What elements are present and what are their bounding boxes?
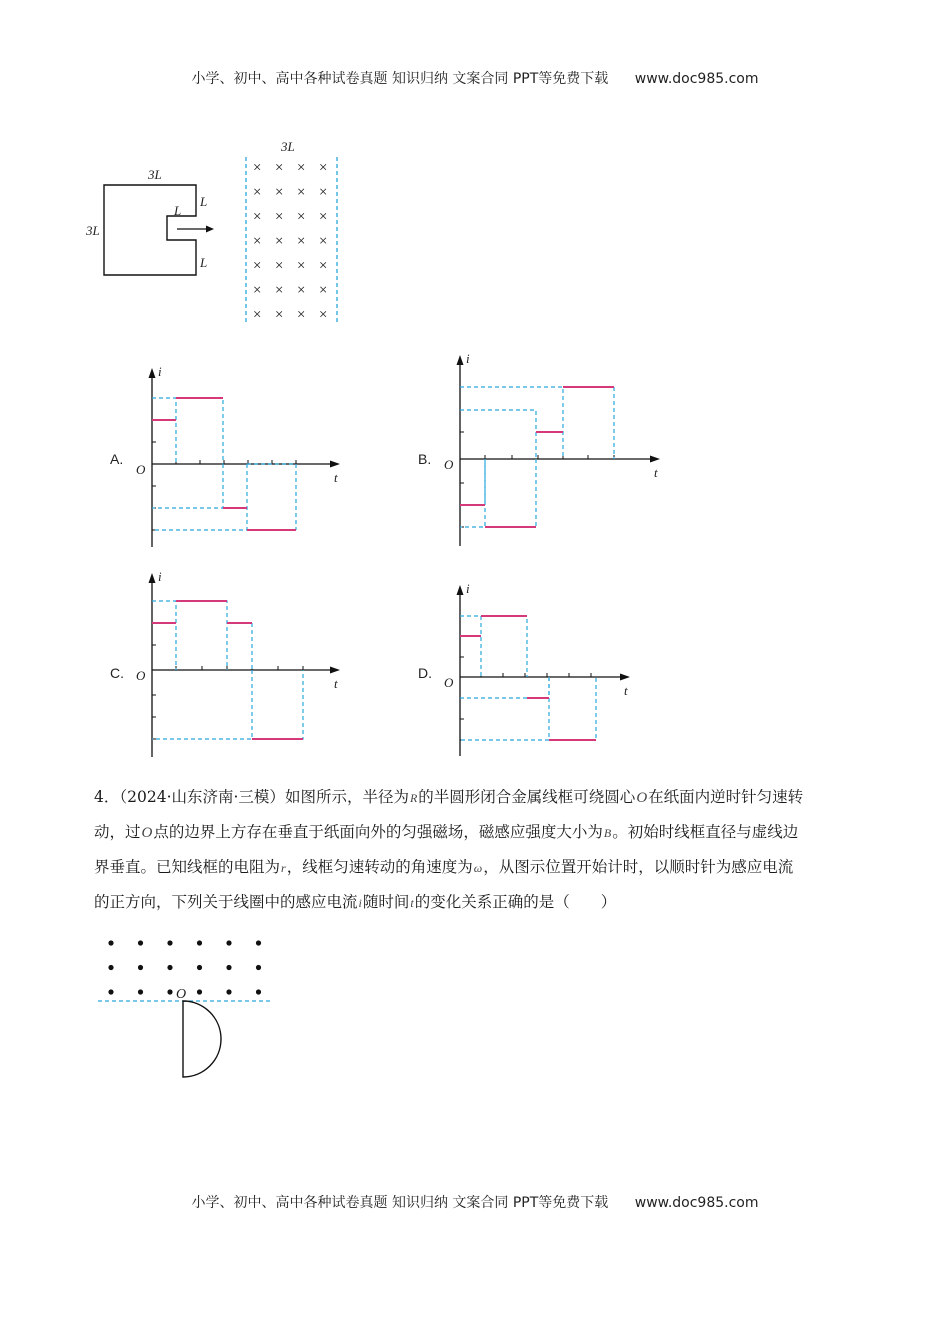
guide-line xyxy=(152,464,247,530)
x-axis-label: t xyxy=(334,470,338,485)
frame-top-label: 3L xyxy=(148,167,162,182)
notched-frame xyxy=(104,185,196,275)
y-axis-arrowhead xyxy=(457,355,464,365)
field-cross: × xyxy=(252,258,263,274)
field-dot xyxy=(167,989,172,994)
q4-text: 。初始时线框直径与虚线边 xyxy=(612,823,799,841)
footer-text: 小学、初中、高中各种试卷真题 知识归纳 文案合同 PPT等免费下载 xyxy=(191,1195,609,1211)
field-dot xyxy=(226,965,231,970)
guide-line xyxy=(460,410,536,459)
field-cross: × xyxy=(252,184,263,201)
field-cross: × xyxy=(274,282,285,299)
var-i: i xyxy=(358,896,362,910)
field-dot xyxy=(197,940,202,945)
option-a-label: A. xyxy=(110,451,124,467)
var-r: r xyxy=(281,861,286,875)
guide-line xyxy=(460,387,563,459)
guide-line xyxy=(152,398,176,464)
guide-line xyxy=(152,464,223,508)
field-cross: × xyxy=(274,160,285,176)
field-cross: × xyxy=(274,258,285,274)
field-dot xyxy=(167,965,172,970)
var-O: O xyxy=(636,790,648,806)
field-dot xyxy=(256,965,261,970)
origin-label: O xyxy=(136,462,146,477)
magnetic-field-crosses xyxy=(252,160,328,323)
lower-right-label: L xyxy=(200,255,208,270)
y-axis-arrowhead xyxy=(149,368,156,378)
x-axis-arrowhead xyxy=(330,461,340,468)
var-omega: ω xyxy=(473,861,483,875)
field-cross: × xyxy=(274,233,285,250)
notch-depth-label: L xyxy=(174,203,182,218)
frame-left-label: 3L xyxy=(86,223,100,238)
question-4-line-4 xyxy=(94,885,890,920)
field-dot xyxy=(256,940,261,945)
field-dot xyxy=(138,989,143,994)
field-cross: × xyxy=(318,282,329,299)
field-cross: × xyxy=(296,209,307,225)
field-dot xyxy=(108,965,113,970)
q4-text: 在纸面内逆时针匀速转 xyxy=(648,788,804,806)
x-axis-arrowhead xyxy=(650,456,660,463)
field-cross: × xyxy=(274,184,285,201)
guide-line xyxy=(247,464,296,530)
question-4-line-2 xyxy=(94,815,890,850)
field-dot xyxy=(108,989,113,994)
q4-text: 如图所示，半径为 xyxy=(284,788,409,806)
page-footer xyxy=(0,1192,950,1212)
guide-line xyxy=(460,677,549,740)
origin-label: O xyxy=(136,668,146,683)
field-cross: × xyxy=(318,233,329,250)
field-cross: × xyxy=(296,184,307,201)
q4-text: 的变化关系正确的是（ ） xyxy=(414,893,617,911)
field-dot xyxy=(138,965,143,970)
var-R: R xyxy=(409,791,418,805)
x-axis-arrowhead xyxy=(330,667,340,674)
question-source: （2024·山东济南·三模） xyxy=(119,788,285,806)
field-cross: × xyxy=(252,233,263,250)
option-d-graph xyxy=(438,580,648,760)
origin-label: O xyxy=(444,457,454,472)
var-t: t xyxy=(410,896,414,910)
x-axis-label: t xyxy=(654,465,658,480)
question-4 xyxy=(94,780,890,920)
q4-text: 的正方向，下列关于线圈中的感应电流 xyxy=(94,893,358,911)
header-site: www.doc985.com xyxy=(634,71,759,87)
q4-text: 动，过 xyxy=(94,823,141,841)
guide-line xyxy=(481,616,527,677)
option-a-graph xyxy=(130,360,345,555)
question-number: 4． xyxy=(94,788,120,806)
field-cross: × xyxy=(296,233,307,250)
q4-text: 界垂直。已知线框的电阻为 xyxy=(94,858,281,876)
semicircle-figure xyxy=(90,930,280,1085)
frame-field-figure xyxy=(80,135,360,330)
field-cross: × xyxy=(252,160,263,176)
guide-line xyxy=(152,670,252,739)
guide-line xyxy=(176,601,227,670)
y-axis-label: i xyxy=(158,364,162,379)
field-cross: × xyxy=(296,258,307,274)
field-dot xyxy=(108,940,113,945)
field-cross: × xyxy=(296,160,307,176)
option-d-label: D. xyxy=(418,665,432,681)
field-dot xyxy=(197,989,202,994)
field-dot xyxy=(197,965,202,970)
y-axis-label: i xyxy=(158,569,162,584)
x-axis-label: t xyxy=(624,683,628,698)
guide-line xyxy=(252,670,303,739)
field-cross: × xyxy=(274,307,285,323)
option-b-label: B. xyxy=(418,451,432,467)
field-cross: × xyxy=(318,209,329,225)
field-cross: × xyxy=(252,307,263,323)
field-cross: × xyxy=(318,258,329,274)
field-cross: × xyxy=(318,307,329,323)
q4-text: 点的边界上方存在垂直于纸面向外的匀强磁场，磁感应强度大小为 xyxy=(153,823,603,841)
x-axis-arrowhead xyxy=(620,674,630,681)
velocity-arrowhead xyxy=(206,226,214,233)
guide-line xyxy=(460,459,485,527)
field-dot xyxy=(226,940,231,945)
y-axis-label: i xyxy=(466,581,470,596)
option-c-graph xyxy=(130,565,350,765)
question-4-line-1 xyxy=(94,780,890,815)
field-width-label: 3L xyxy=(281,139,295,154)
center-label-O: O xyxy=(176,987,187,1002)
q4-text: 随时间 xyxy=(362,893,410,911)
guide-line xyxy=(460,616,481,677)
q4-text: 的半圆形闭合金属线框可绕圆心 xyxy=(418,788,636,806)
x-axis-label: t xyxy=(334,676,338,691)
y-axis-arrowhead xyxy=(149,573,156,583)
option-b-graph xyxy=(438,350,668,555)
guide-line xyxy=(152,601,176,670)
upper-right-label: L xyxy=(200,194,208,209)
field-cross: × xyxy=(252,209,263,225)
field-dot xyxy=(138,940,143,945)
guide-line xyxy=(460,459,485,505)
field-dot xyxy=(167,940,172,945)
y-axis-arrowhead xyxy=(457,585,464,595)
origin-label: O xyxy=(444,675,454,690)
header-text: 小学、初中、高中各种试卷真题 知识归纳 文案合同 PPT等免费下载 xyxy=(191,71,609,87)
field-cross: × xyxy=(296,307,307,323)
q4-text: ，从图示位置开始计时，以顺时针为感应电流 xyxy=(483,858,794,876)
field-cross: × xyxy=(274,209,285,225)
page-header xyxy=(0,68,950,88)
semicircle-frame xyxy=(183,1001,221,1077)
field-dot xyxy=(226,989,231,994)
field-cross: × xyxy=(318,160,329,176)
field-cross: × xyxy=(296,282,307,299)
footer-site: www.doc985.com xyxy=(634,1195,759,1211)
option-c-label: C. xyxy=(110,665,124,681)
guide-line xyxy=(549,677,596,740)
field-cross: × xyxy=(252,282,263,299)
y-axis-label: i xyxy=(466,351,470,366)
question-4-line-3 xyxy=(94,850,890,885)
guide-line xyxy=(176,398,223,464)
field-dot xyxy=(256,989,261,994)
q4-text: ，线框匀速转动的角速度为 xyxy=(286,858,473,876)
field-cross: × xyxy=(318,184,329,201)
var-B: B xyxy=(603,826,612,840)
var-O-2: O xyxy=(141,825,153,841)
